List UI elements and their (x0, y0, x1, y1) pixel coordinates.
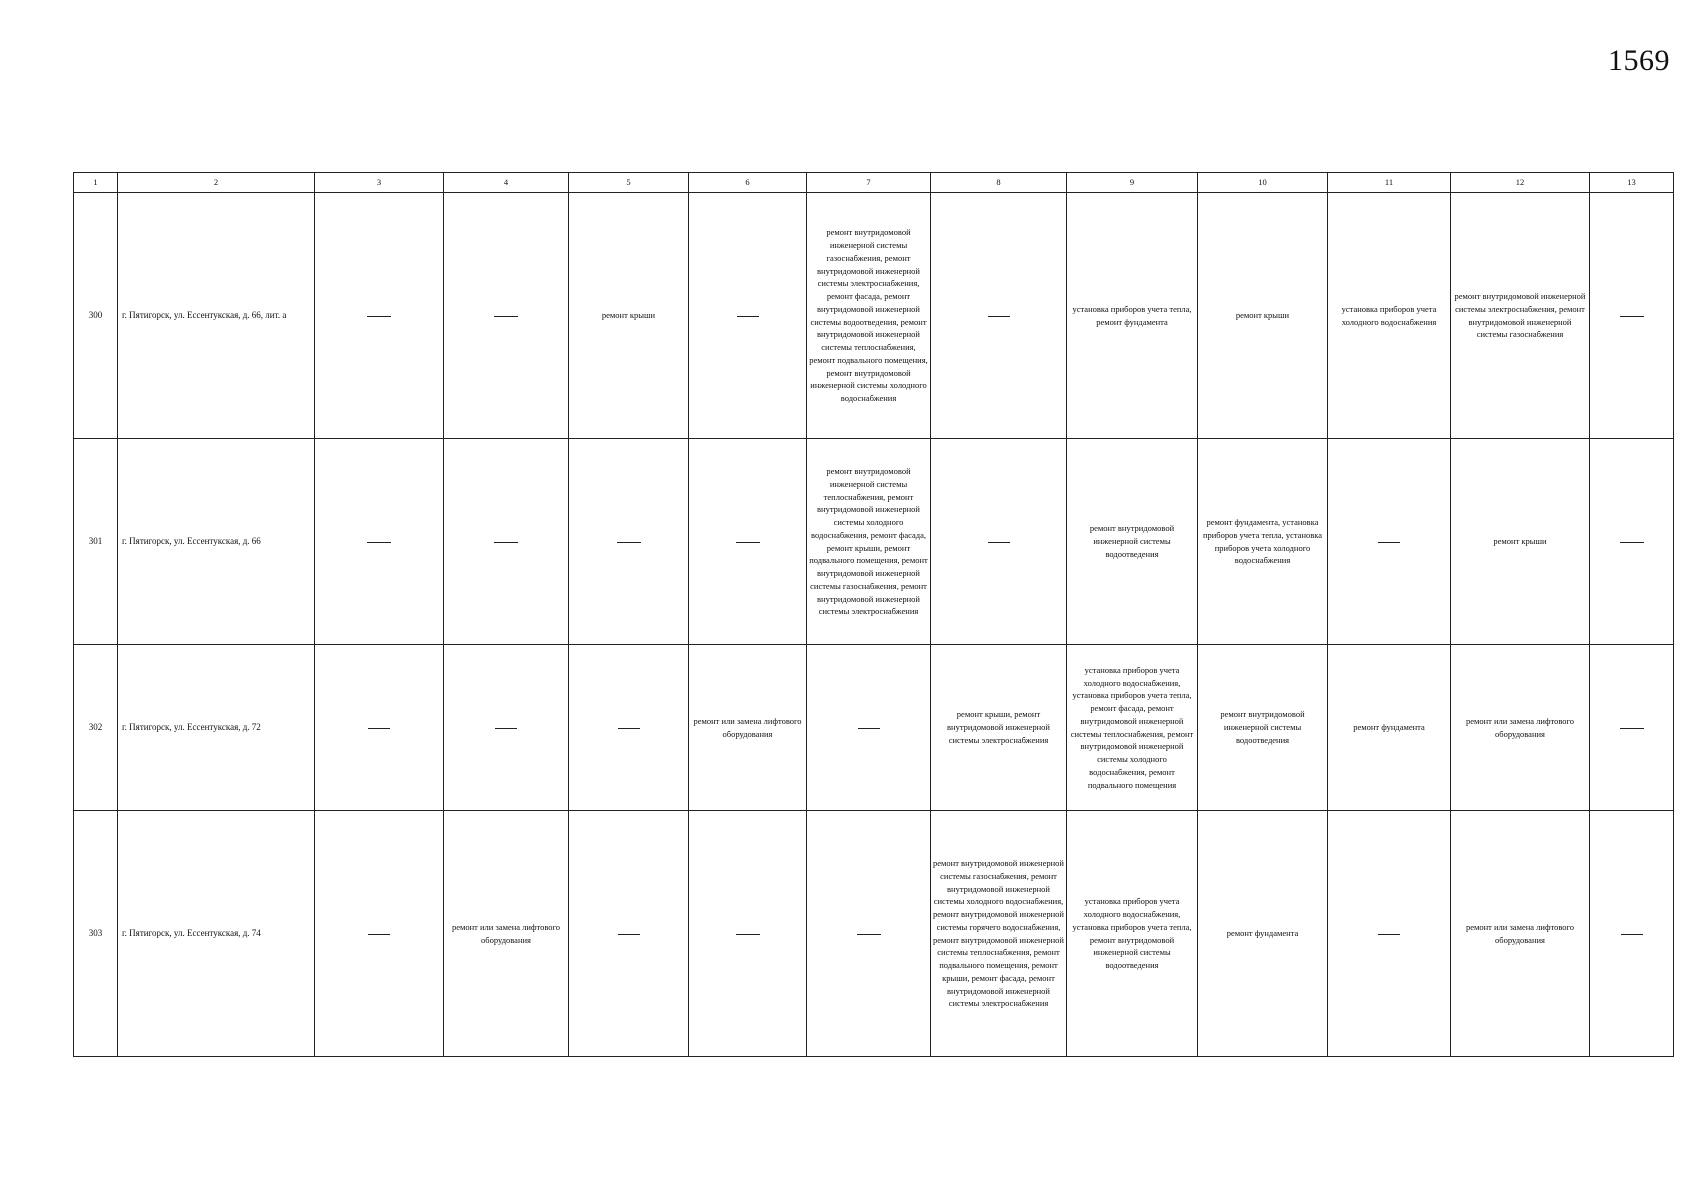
dash-mark (495, 728, 517, 729)
dash-mark (1620, 316, 1644, 317)
work-cell: ремонт внутридомовой инженерной системы электроснабжения, ремонт внутридомовой инженерной системы газоснабжения (1451, 193, 1590, 439)
dash-mark (988, 542, 1010, 543)
table-row (74, 193, 1674, 439)
work-cell: ремонт фундамента, установка приборов учета тепла, установка приборов учета холодного водоснабжения (1198, 439, 1328, 645)
empty-cell (807, 811, 931, 1057)
work-cell: ремонт или замена лифтового оборудования (1451, 645, 1590, 811)
column-header: 2 (118, 173, 315, 193)
address-cell: г. Пятигорск, ул. Ессентукская, д. 72 (118, 645, 315, 811)
row-number: 300 (74, 193, 118, 439)
empty-cell (689, 439, 807, 645)
column-header: 1 (74, 173, 118, 193)
empty-cell (1590, 645, 1674, 811)
empty-cell (569, 811, 689, 1057)
work-cell: ремонт крыши, ремонт внутридомовой инженерной системы электроснабжения (931, 645, 1067, 811)
dash-mark (618, 934, 640, 935)
dash-mark (1621, 934, 1643, 935)
dash-mark (617, 542, 641, 543)
row-number: 301 (74, 439, 118, 645)
dash-mark (1620, 542, 1644, 543)
empty-cell (444, 439, 569, 645)
empty-cell (931, 439, 1067, 645)
table-row (74, 811, 1674, 1057)
dash-mark (736, 934, 760, 935)
column-header: 4 (444, 173, 569, 193)
empty-cell (1590, 193, 1674, 439)
empty-cell (807, 645, 931, 811)
work-cell: ремонт внутридомовой инженерной системы водоотведения (1198, 645, 1328, 811)
work-cell: ремонт внутридомовой инженерной системы газоснабжения, ремонт внутридомовой инженерной системы холодного водоснабжения, ремонт внутридомовой инженерной системы горячего водоснабжения, ремонт внутридомовой инженерной системы теплоснабжения, ремонт подвального помещения, ремонт крыши, ремонт фасада, ремонт внутридомовой инженерной системы электроснабжения (931, 811, 1067, 1057)
dash-mark (1378, 542, 1400, 543)
work-cell: ремонт внутридомовой инженерной системы газоснабжения, ремонт внутридомовой инженерной системы электроснабжения, ремонт фасада, ремонт внутридомовой инженерной системы водоотведения, ремонт внутридомовой инженерной системы теплоснабжения, ремонт подвального помещения, ремонт внутридомовой инженерной системы холодного водоснабжения (807, 193, 931, 439)
work-cell: ремонт или замена лифтового оборудования (444, 811, 569, 1057)
work-cell: ремонт крыши (569, 193, 689, 439)
dash-mark (368, 728, 390, 729)
empty-cell (444, 645, 569, 811)
empty-cell (315, 439, 444, 645)
column-header: 3 (315, 173, 444, 193)
empty-cell (444, 193, 569, 439)
dash-mark (368, 934, 390, 935)
work-cell: установка приборов учета тепла, ремонт фундамента (1067, 193, 1198, 439)
column-header: 6 (689, 173, 807, 193)
dash-mark (736, 542, 760, 543)
empty-cell (1590, 439, 1674, 645)
work-cell: ремонт крыши (1451, 439, 1590, 645)
dash-mark (494, 542, 518, 543)
column-header: 12 (1451, 173, 1590, 193)
column-header: 5 (569, 173, 689, 193)
table-row (74, 439, 1674, 645)
row-number: 302 (74, 645, 118, 811)
column-header: 11 (1328, 173, 1451, 193)
column-number-header-row (74, 173, 1674, 193)
dash-mark (858, 728, 880, 729)
dash-mark (494, 316, 518, 317)
empty-cell (569, 439, 689, 645)
empty-cell (315, 811, 444, 1057)
dash-mark (988, 316, 1010, 317)
column-header: 9 (1067, 173, 1198, 193)
work-cell: установка приборов учета холодного водоснабжения, установка приборов учета тепла, ремонт фасада, ремонт внутридомовой инженерной системы теплоснабжения, ремонт внутридомовой инженерной системы холодного водоснабжения, ремонт подвального помещения (1067, 645, 1198, 811)
work-cell: ремонт или замена лифтового оборудования (1451, 811, 1590, 1057)
dash-mark (618, 728, 640, 729)
row-number: 303 (74, 811, 118, 1057)
empty-cell (1328, 811, 1451, 1057)
table-row (74, 645, 1674, 811)
address-cell: г. Пятигорск, ул. Ессентукская, д. 66 (118, 439, 315, 645)
empty-cell (931, 193, 1067, 439)
dash-mark (367, 316, 391, 317)
dash-mark (1620, 728, 1644, 729)
column-header: 8 (931, 173, 1067, 193)
empty-cell (689, 811, 807, 1057)
work-cell: ремонт внутридомовой инженерной системы теплоснабжения, ремонт внутридомовой инженерной системы холодного водоснабжения, ремонт фасада, ремонт крыши, ремонт подвального помещения, ремонт внутридомовой инженерной системы газоснабжения, ремонт внутридомовой инженерной системы электроснабжения (807, 439, 931, 645)
empty-cell (1328, 439, 1451, 645)
repair-schedule-table (73, 172, 1674, 1057)
column-header: 13 (1590, 173, 1674, 193)
empty-cell (315, 193, 444, 439)
dash-mark (857, 934, 881, 935)
dash-mark (367, 542, 391, 543)
address-cell: г. Пятигорск, ул. Ессентукская, д. 74 (118, 811, 315, 1057)
work-cell: ремонт фундамента (1198, 811, 1328, 1057)
work-cell: установка приборов учета холодного водоснабжения, установка приборов учета тепла, ремонт внутридомовой инженерной системы водоотведения (1067, 811, 1198, 1057)
work-cell: установка приборов учета холодного водоснабжения (1328, 193, 1451, 439)
column-header: 7 (807, 173, 931, 193)
empty-cell (1590, 811, 1674, 1057)
column-header: 10 (1198, 173, 1328, 193)
work-cell: ремонт крыши (1198, 193, 1328, 439)
page-number: 1569 (1608, 44, 1670, 77)
empty-cell (315, 645, 444, 811)
work-cell: ремонт или замена лифтового оборудования (689, 645, 807, 811)
empty-cell (569, 645, 689, 811)
work-cell: ремонт фундамента (1328, 645, 1451, 811)
dash-mark (1378, 934, 1400, 935)
dash-mark (737, 316, 759, 317)
address-cell: г. Пятигорск, ул. Ессентукская, д. 66, лит. а (118, 193, 315, 439)
empty-cell (689, 193, 807, 439)
work-cell: ремонт внутридомовой инженерной системы водоотведения (1067, 439, 1198, 645)
